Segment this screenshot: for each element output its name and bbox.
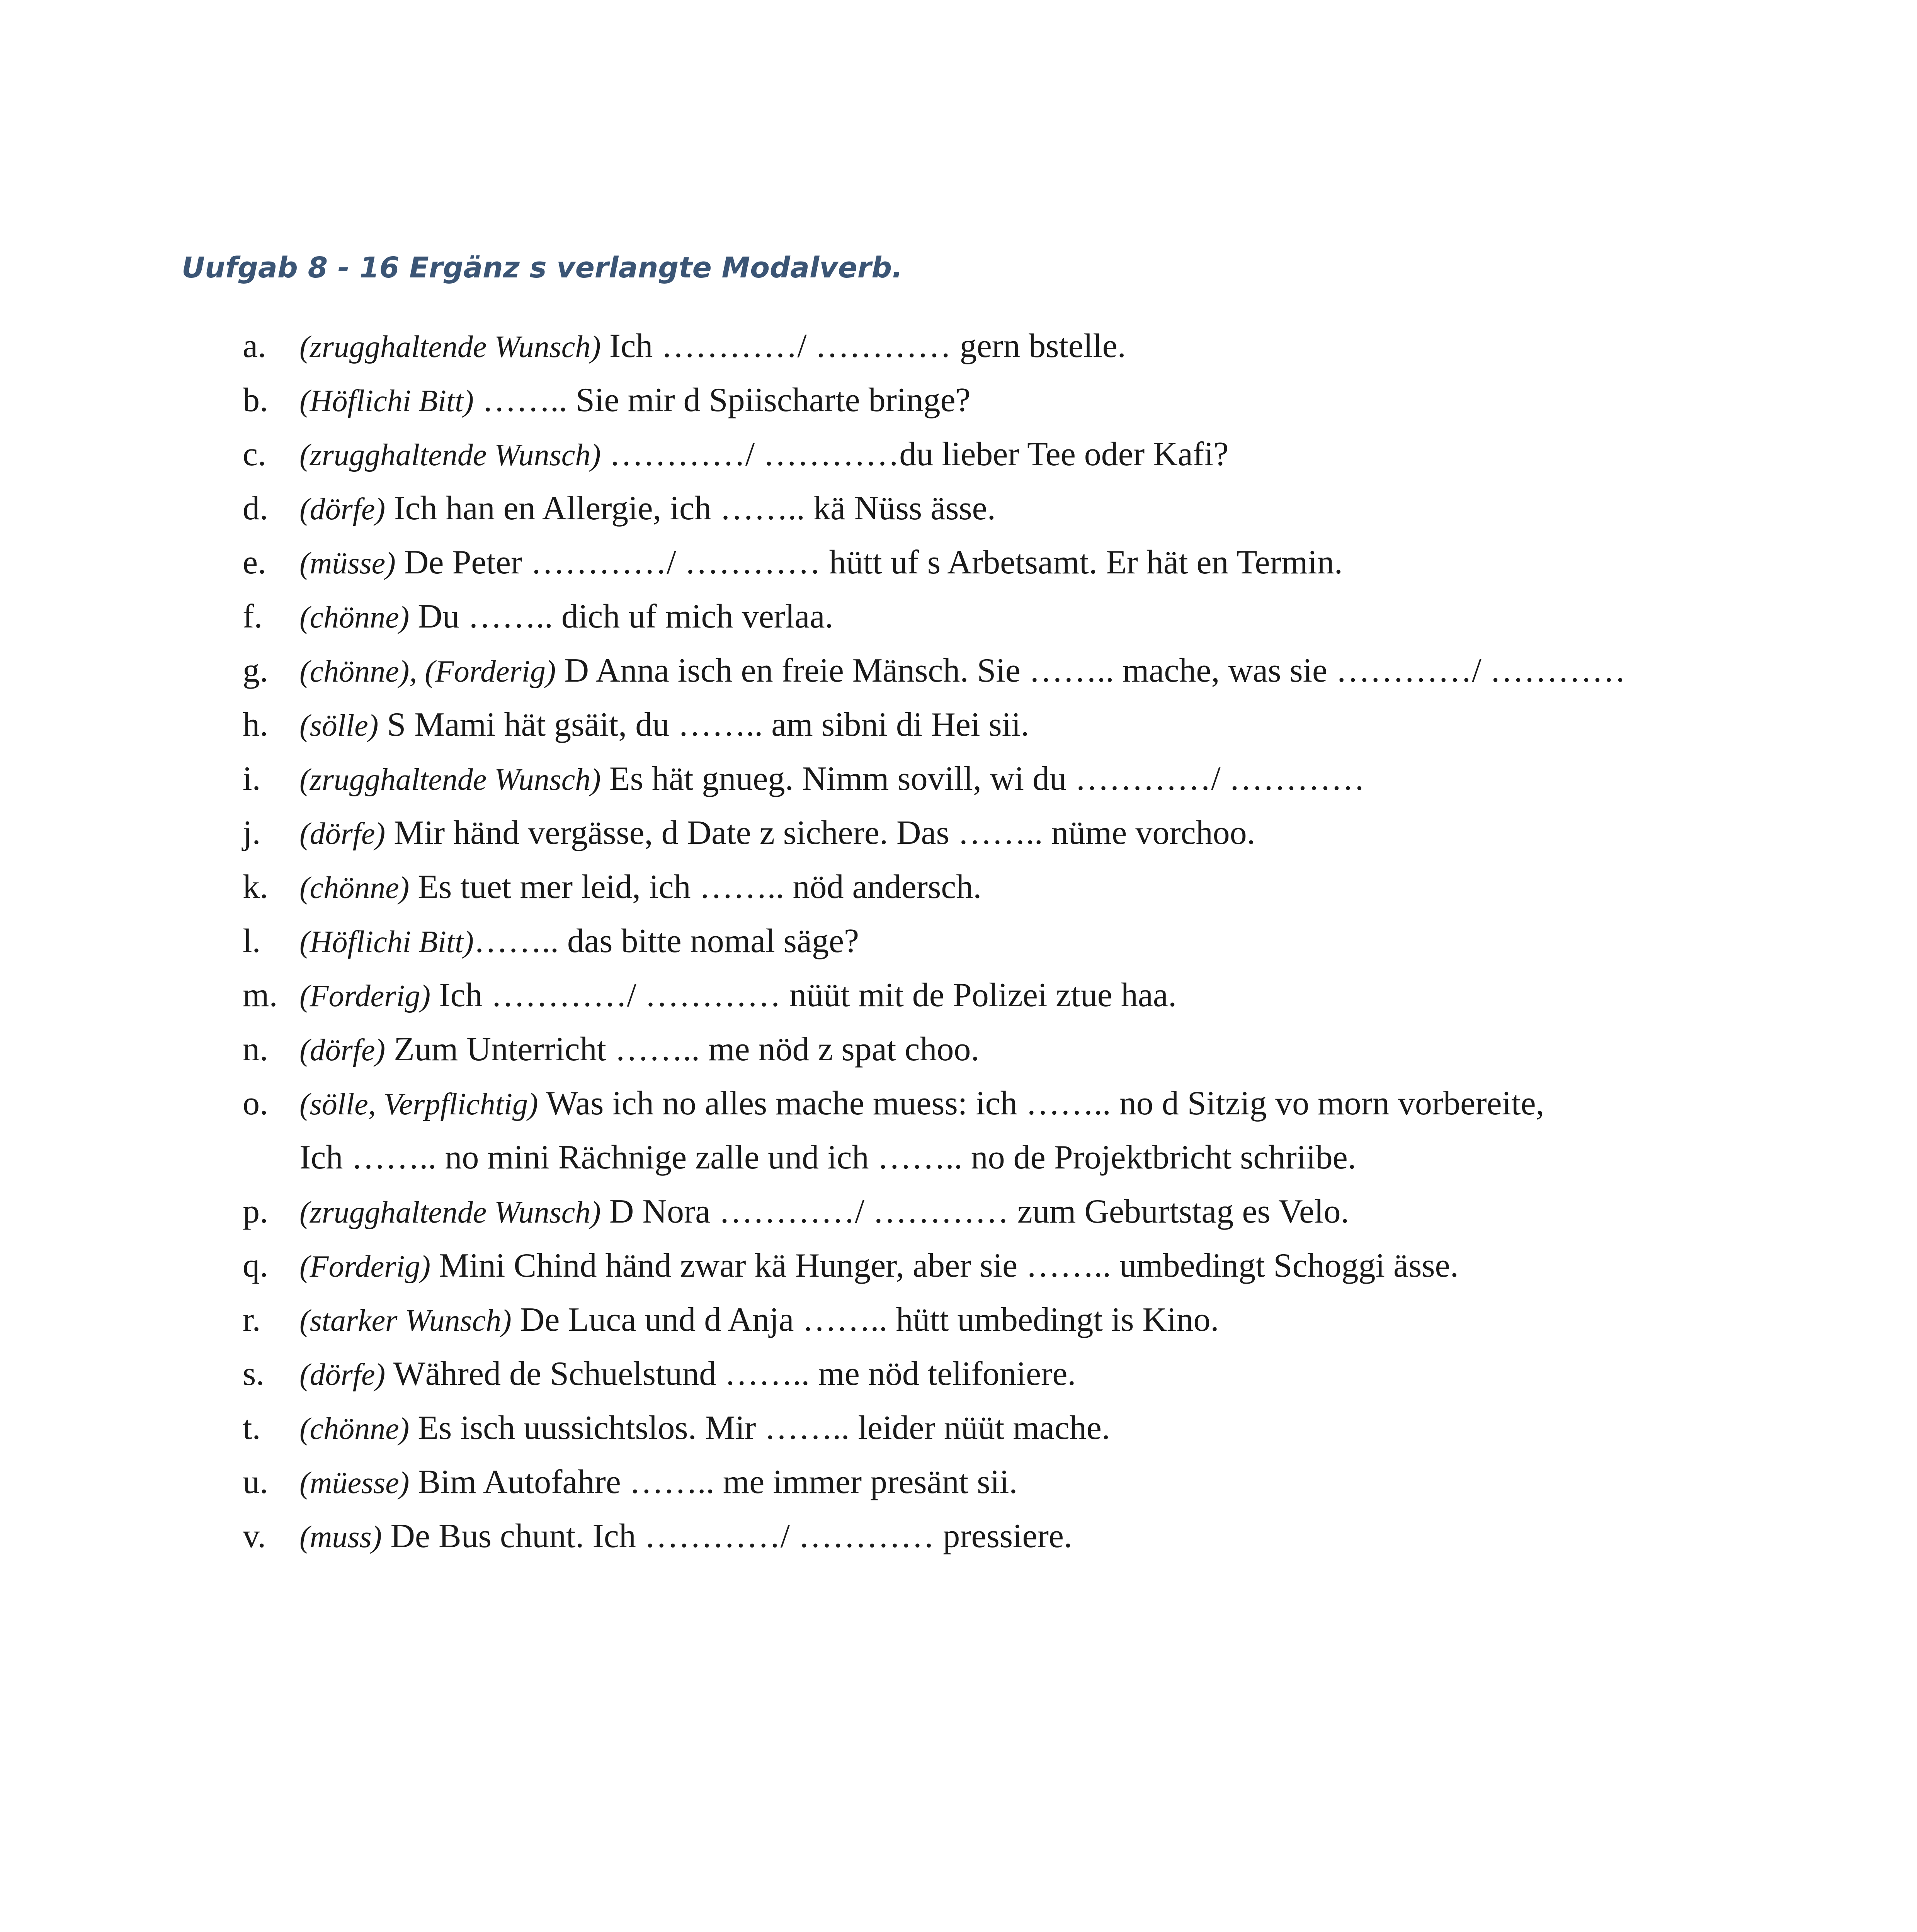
item-letter: s.	[243, 1355, 265, 1393]
item-hint: (sölle)	[299, 709, 379, 743]
item-hint: (Forderig)	[299, 1250, 431, 1284]
item-letter: h.	[243, 706, 268, 743]
item-sentence: Währed de Schuelstund …….. me nöd telifoniere.	[385, 1355, 1076, 1393]
item-sentence: D Nora …………/ ………… zum Geburtstag es Velo.	[600, 1193, 1349, 1230]
item-hint: (dörfe)	[299, 1033, 386, 1067]
item-sentence: De Luca und d Anja …….. hütt umbedingt is Kino.	[511, 1301, 1219, 1338]
item-content	[299, 1293, 1219, 1348]
item-letter: v.	[243, 1517, 266, 1555]
item-hint: (dörfe)	[299, 1358, 386, 1392]
item-sentence: Mini Chind händ zwar kä Hunger, aber sie …….. umbedingt Schoggi ässe.	[430, 1247, 1459, 1284]
item-content	[299, 481, 996, 536]
item-sentence: Es tuet mer leid, ich …….. nöd andersch.	[409, 868, 982, 906]
item-sentence: De Peter …………/ ………… hütt uf s Arbetsamt. Er hät en Termin.	[395, 544, 1343, 581]
item-letter: n.	[243, 1031, 268, 1068]
item-hint: (zrugghaltende Wunsch)	[299, 330, 601, 364]
item-letter: k.	[243, 868, 268, 906]
item-letter: c.	[243, 435, 267, 473]
item-content	[299, 914, 859, 969]
item-content	[299, 1509, 1072, 1564]
item-sentence: Es hät gnueg. Nimm sovill, wi du …………/ …………	[600, 760, 1365, 798]
item-content	[299, 427, 1229, 482]
item-letter: u.	[243, 1463, 268, 1501]
item-content	[299, 968, 1177, 1023]
item-sentence: D Anna isch en freie Mänsch. Sie …….. mache, was sie …………/ …………	[556, 652, 1626, 689]
item-letter: b.	[243, 381, 268, 419]
item-letter: j.	[243, 814, 261, 852]
item-hint: (chönne)	[299, 1412, 410, 1446]
item-hint: (zrugghaltende Wunsch)	[299, 763, 601, 797]
item-content	[299, 590, 833, 645]
item-hint: (dörfe)	[299, 492, 386, 526]
item-sentence: Ich …………/ ………… gern bstelle.	[600, 327, 1126, 365]
item-content	[299, 1077, 1544, 1131]
item-content	[299, 1185, 1349, 1240]
item-content	[299, 698, 1029, 753]
item-hint: (chönne)	[299, 600, 410, 634]
item-letter: l.	[243, 922, 261, 960]
task-title: Uufgab 8 - 16 Ergänz s verlangte Modalverb.	[182, 251, 903, 284]
item-sentence: …………/ …………du lieber Tee oder Kafi?	[600, 435, 1229, 473]
item-sentence: …….. das bitte nomal säge?	[474, 922, 859, 960]
item-hint: (Höflichi Bitt)	[299, 925, 474, 959]
item-sentence: Bim Autofahre …….. me immer presänt sii.	[409, 1463, 1018, 1501]
item-content	[299, 1239, 1459, 1294]
item-letter: t.	[243, 1409, 261, 1447]
item-sentence: Zum Unterricht …….. me nöd z spat choo.	[385, 1031, 980, 1068]
item-sentence: Du …….. dich uf mich verlaa.	[409, 598, 833, 635]
item-hint: (chönne)	[299, 871, 410, 905]
item-hint: (starker Wunsch)	[299, 1304, 512, 1338]
item-sentence: S Mami hät gsäit, du …….. am sibni di Hei sii.	[378, 706, 1029, 743]
item-content	[299, 1455, 1017, 1510]
item-content	[299, 536, 1343, 590]
item-letter: i.	[243, 760, 261, 798]
item-hint: (dörfe)	[299, 817, 386, 851]
item-hint: (Forderig)	[299, 979, 431, 1013]
item-hint: (müesse)	[299, 1466, 410, 1500]
item-hint: (chönne), (Forderig)	[299, 655, 556, 689]
item-content	[299, 373, 971, 428]
item-sentence: Ich han en Allergie, ich …….. kä Nüss ässe.	[385, 490, 996, 527]
item-letter: q.	[243, 1247, 268, 1284]
item-content	[299, 1347, 1076, 1402]
item-content	[299, 644, 1626, 699]
item-letter: p.	[243, 1193, 268, 1230]
item-letter: g.	[243, 652, 268, 689]
item-letter: f.	[243, 598, 263, 635]
item-letter: o.	[243, 1085, 268, 1122]
item-content	[299, 806, 1255, 861]
item-content	[299, 752, 1365, 807]
item-letter: a.	[243, 327, 267, 365]
item-content	[299, 860, 981, 915]
item-hint: (zrugghaltende Wunsch)	[299, 438, 601, 472]
item-letter: e.	[243, 544, 267, 581]
item-letter: m.	[243, 976, 278, 1014]
item-content	[299, 1022, 979, 1077]
item-sentence-continuation: Ich …….. no mini Rächnige zalle und ich …….. no de Projektbricht schriibe.	[299, 1139, 1356, 1176]
item-sentence: Mir händ vergässe, d Date z sichere. Das …….. nüme vorchoo.	[385, 814, 1255, 852]
item-sentence: De Bus chunt. Ich …………/ ………… pressiere.	[382, 1517, 1072, 1555]
item-sentence: Es isch uussichtslos. Mir …….. leider nüüt mache.	[409, 1409, 1110, 1447]
item-content	[299, 1401, 1110, 1456]
item-hint: (sölle, Verpflichtig)	[299, 1087, 538, 1121]
item-content	[299, 319, 1126, 374]
item-letter: r.	[243, 1301, 261, 1338]
item-hint: (müsse)	[299, 546, 396, 580]
item-hint: (Höflichi Bitt)	[299, 384, 474, 418]
item-hint: (zrugghaltende Wunsch)	[299, 1196, 601, 1230]
item-sentence: Was ich no alles mache muess: ich …….. no d Sitzig vo morn vorbereite,	[538, 1085, 1544, 1122]
item-sentence: Ich …………/ ………… nüüt mit de Polizei ztue haa.	[430, 976, 1177, 1014]
item-hint: (muss)	[299, 1520, 382, 1554]
item-letter: d.	[243, 490, 268, 527]
item-sentence: …….. Sie mir d Spiischarte bringe?	[474, 381, 971, 419]
